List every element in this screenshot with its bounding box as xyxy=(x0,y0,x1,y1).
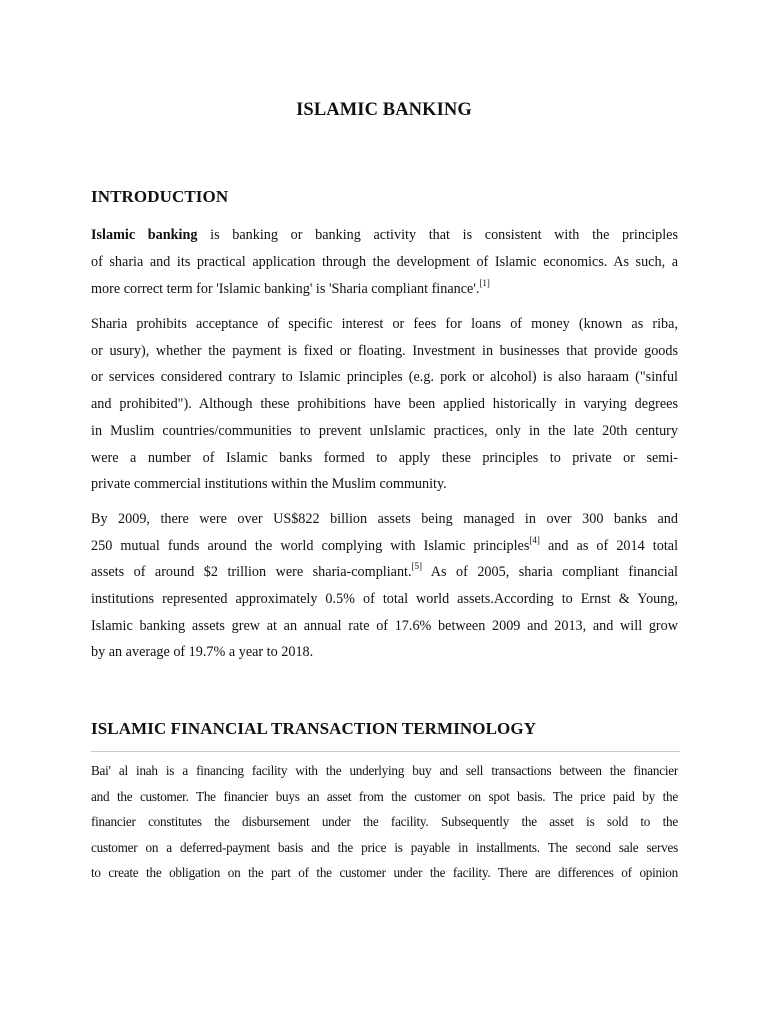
paragraph-line: or usury), whether the payment is fixed or floating. Investment in businesses that provide goods xyxy=(91,343,678,359)
section-heading-introduction: INTRODUCTION xyxy=(91,187,229,206)
paragraph-line: of sharia and its practical application through the development of Islamic economics. As such, a xyxy=(91,254,678,270)
document-title: ISLAMIC BANKING xyxy=(296,100,472,120)
paragraph-line: more correct term for 'Islamic banking' is 'Sharia compliant finance'.[1] xyxy=(91,278,490,297)
bold-term: Islamic banking xyxy=(91,227,198,243)
paragraph-line: By 2009, there were over US$822 billion assets being managed in over 300 banks and xyxy=(91,511,678,527)
paragraph-line: by an average of 19.7% a year to 2018. xyxy=(91,644,314,660)
paragraph-line: Islamic banking assets grew at an annual rate of 17.6% between 2009 and 2013, and will grow xyxy=(91,618,678,634)
paragraph-line: private commercial institutions within the Muslim community. xyxy=(91,476,447,492)
paragraph-line: Bai' al inah is a financing facility with the underlying buy and sell transactions between the financier xyxy=(91,763,678,778)
paragraph-line: or services considered contrary to Islamic principles (e.g. pork or alcohol) is also haraam ("sinful xyxy=(91,369,678,385)
paragraph-line: in Muslim countries/communities to prevent unIslamic practices, only in the late 20th century xyxy=(91,423,678,439)
paragraph-line: assets of around $2 trillion were sharia-compliant.[5] As of 2005, sharia compliant financial xyxy=(91,561,678,580)
paragraph-line: and the customer. The financier buys an asset from the customer on spot basis. The price paid by the xyxy=(91,789,678,804)
section-heading-terminology: ISLAMIC FINANCIAL TRANSACTION TERMINOLOGY xyxy=(91,719,537,738)
paragraph-line: and prohibited"). Although these prohibitions have been applied historically in varying degrees xyxy=(91,396,678,412)
paragraph-line: were a number of Islamic banks formed to apply these principles to private or semi- xyxy=(91,450,678,466)
paragraph-line: customer on a deferred-payment basis and the price is payable in installments. The second sale serves xyxy=(91,840,678,855)
paragraph-line: Islamic banking is banking or banking activity that is consistent with the principles xyxy=(91,227,679,243)
citation-ref[interactable]: [4] xyxy=(529,535,540,546)
paragraph-line: financier constitutes the disbursement under the facility. Subsequently the asset is sold to the xyxy=(91,814,678,829)
paragraph-line: 250 mutual funds around the world complying with Islamic principles[4] and as of 2014 total xyxy=(91,535,679,554)
section-divider xyxy=(91,751,680,752)
citation-ref[interactable]: [1] xyxy=(479,278,490,289)
paragraph-line: Sharia prohibits acceptance of specific interest or fees for loans of money (known as riba, xyxy=(91,316,678,332)
paragraph-line: to create the obligation on the part of the customer under the facility. There are differences of opinion xyxy=(91,865,678,880)
citation-ref[interactable]: [5] xyxy=(411,561,423,572)
paragraph-line: institutions represented approximately 0.5% of total world assets.According to Ernst & Young, xyxy=(91,591,678,607)
